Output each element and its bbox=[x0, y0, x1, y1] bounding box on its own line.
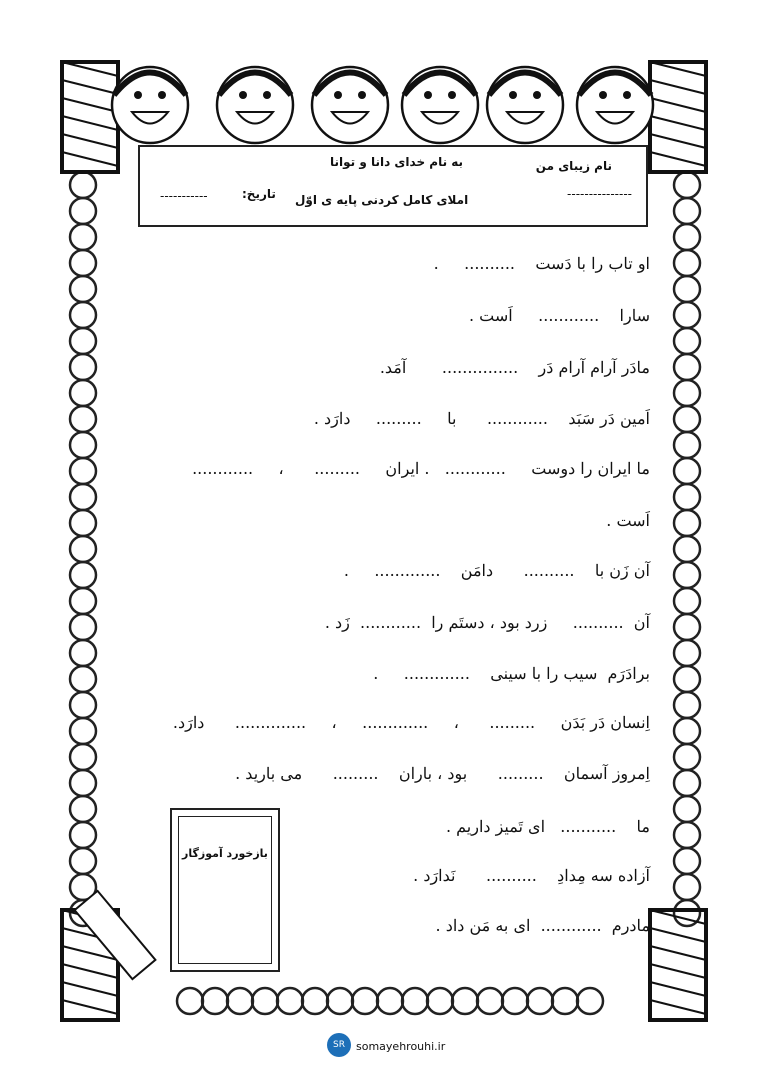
dictation-line[interactable]: اِنسان دَر بَدَن ......... ، ............. ، .............. دارَد. bbox=[172, 713, 650, 732]
border-ring bbox=[70, 302, 96, 328]
dictation-line[interactable]: اَمین دَر سَبَد ............ با ......... دارَد . bbox=[313, 409, 650, 428]
border-ring bbox=[674, 458, 700, 484]
border-ring bbox=[674, 302, 700, 328]
border-ring bbox=[70, 354, 96, 380]
corner-hatch bbox=[650, 80, 706, 94]
border-ring bbox=[70, 484, 96, 510]
border-ring bbox=[70, 328, 96, 354]
teacher-feedback-notepad bbox=[170, 808, 280, 972]
eye bbox=[599, 91, 607, 99]
border-ring bbox=[252, 988, 278, 1014]
eye bbox=[134, 91, 142, 99]
corner-hatch bbox=[62, 152, 118, 166]
border-ring bbox=[70, 770, 96, 796]
border-ring bbox=[302, 988, 328, 1014]
notepad-title: بازخورد آموزگار bbox=[182, 847, 268, 860]
corner-hatch bbox=[62, 1000, 118, 1014]
date-label: تاریخ: bbox=[242, 187, 276, 201]
corner-hatch bbox=[62, 982, 118, 996]
dictation-line[interactable]: اَست . bbox=[606, 511, 650, 530]
border-ring bbox=[70, 718, 96, 744]
eye bbox=[448, 91, 456, 99]
border-ring bbox=[177, 988, 203, 1014]
dictation-line[interactable]: برادَرَم سیب را با سینی ............. . bbox=[373, 664, 650, 683]
corner-hatch bbox=[650, 1000, 706, 1014]
border-ring bbox=[70, 744, 96, 770]
child-face bbox=[487, 67, 563, 143]
eye bbox=[239, 91, 247, 99]
border-ring bbox=[674, 562, 700, 588]
border-ring bbox=[352, 988, 378, 1014]
border-ring bbox=[674, 198, 700, 224]
border-ring bbox=[674, 718, 700, 744]
border-ring bbox=[70, 224, 96, 250]
border-ring bbox=[327, 988, 353, 1014]
dictation-line[interactable]: اِمروز آسمان ......... بود ، باران ......... می بارید . bbox=[235, 764, 650, 783]
border-ring bbox=[674, 224, 700, 250]
border-ring bbox=[674, 770, 700, 796]
name-blank[interactable]: --------------- bbox=[567, 187, 632, 201]
corner-block bbox=[650, 62, 706, 172]
child-face bbox=[402, 67, 478, 143]
corner-block bbox=[62, 62, 118, 172]
child-face bbox=[312, 67, 388, 143]
border-ring bbox=[674, 172, 700, 198]
border-ring bbox=[674, 588, 700, 614]
bismillah-heading: به نام خدای دانا و توانا bbox=[330, 155, 464, 169]
border-ring bbox=[70, 380, 96, 406]
border-ring bbox=[674, 666, 700, 692]
border-ring bbox=[452, 988, 478, 1014]
worksheet-title: املای کامل کردنی پایه ی اوّل bbox=[295, 193, 469, 207]
header-banner bbox=[138, 145, 648, 227]
border-ring bbox=[70, 640, 96, 666]
name-label: نام زیبای من bbox=[535, 159, 612, 173]
dictation-line[interactable]: آن .......... زرد بود ، دستَم را ............ زَد . bbox=[324, 613, 650, 632]
border-ring bbox=[674, 874, 700, 900]
border-ring bbox=[427, 988, 453, 1014]
border-ring bbox=[70, 796, 96, 822]
corner-hatch bbox=[62, 80, 118, 94]
corner-hatch bbox=[650, 134, 706, 148]
child-face bbox=[217, 67, 293, 143]
border-ring bbox=[674, 640, 700, 666]
corner-hatch bbox=[650, 152, 706, 166]
border-ring bbox=[70, 822, 96, 848]
eye bbox=[358, 91, 366, 99]
eye bbox=[533, 91, 541, 99]
eye bbox=[158, 91, 166, 99]
corner-hatch bbox=[62, 62, 118, 76]
dictation-line[interactable]: ما ایران را دوست ............ . ایران ......... ، ............ bbox=[192, 459, 650, 478]
border-ring bbox=[70, 276, 96, 302]
border-ring bbox=[70, 198, 96, 224]
border-ring bbox=[674, 536, 700, 562]
border-ring bbox=[674, 354, 700, 380]
site-logo: SR bbox=[327, 1033, 351, 1057]
border-ring bbox=[70, 614, 96, 640]
border-ring bbox=[70, 536, 96, 562]
border-ring bbox=[227, 988, 253, 1014]
border-ring bbox=[674, 406, 700, 432]
border-ring bbox=[674, 484, 700, 510]
border-ring bbox=[70, 458, 96, 484]
border-ring bbox=[674, 380, 700, 406]
corner-hatch bbox=[650, 116, 706, 130]
border-ring bbox=[674, 744, 700, 770]
border-ring bbox=[674, 692, 700, 718]
border-ring bbox=[674, 276, 700, 302]
corner-hatch bbox=[650, 982, 706, 996]
corner-hatch bbox=[650, 98, 706, 112]
eye bbox=[263, 91, 271, 99]
border-ring bbox=[70, 692, 96, 718]
corner-hatch bbox=[62, 964, 118, 978]
border-ring bbox=[674, 510, 700, 536]
border-ring bbox=[502, 988, 528, 1014]
border-ring bbox=[674, 250, 700, 276]
border-ring bbox=[674, 328, 700, 354]
border-ring bbox=[674, 848, 700, 874]
border-ring bbox=[402, 988, 428, 1014]
dictation-line[interactable]: آن زَن با .......... دامَن ............. . bbox=[343, 561, 650, 580]
child-face bbox=[112, 67, 188, 143]
corner-hatch bbox=[650, 62, 706, 76]
dictation-line[interactable]: مادرم ............ ای به مَن داد . bbox=[435, 916, 650, 935]
corner-hatch bbox=[650, 964, 706, 978]
date-blank[interactable]: ----------- bbox=[160, 189, 208, 203]
border-ring bbox=[477, 988, 503, 1014]
border-ring bbox=[70, 666, 96, 692]
border-ring bbox=[70, 588, 96, 614]
border-ring bbox=[70, 848, 96, 874]
corner-hatch bbox=[650, 946, 706, 960]
dictation-line[interactable]: ما ........... ای تَمیز داریم . bbox=[445, 817, 650, 836]
dictation-line[interactable]: او تاب را با دَست .......... . bbox=[433, 254, 650, 273]
border-ring bbox=[70, 510, 96, 536]
dictation-line[interactable]: آزاده سه مِدادِ .......... نَدارَد . bbox=[413, 866, 650, 885]
border-ring bbox=[674, 796, 700, 822]
border-ring bbox=[674, 614, 700, 640]
dictation-line[interactable]: مادَر آرام آرام دَر ............... آمَد. bbox=[379, 358, 650, 377]
border-ring bbox=[202, 988, 228, 1014]
border-ring bbox=[674, 432, 700, 458]
child-face bbox=[577, 67, 653, 143]
border-ring bbox=[527, 988, 553, 1014]
border-ring bbox=[377, 988, 403, 1014]
corner-block bbox=[650, 910, 706, 1020]
border-ring bbox=[552, 988, 578, 1014]
border-ring bbox=[70, 250, 96, 276]
border-ring bbox=[70, 562, 96, 588]
corner-hatch bbox=[62, 116, 118, 130]
eye bbox=[509, 91, 517, 99]
corner-hatch bbox=[62, 98, 118, 112]
border-ring bbox=[277, 988, 303, 1014]
border-ring bbox=[577, 988, 603, 1014]
eye bbox=[334, 91, 342, 99]
border-ring bbox=[70, 172, 96, 198]
eye bbox=[623, 91, 631, 99]
border-ring bbox=[70, 406, 96, 432]
corner-hatch bbox=[650, 928, 706, 942]
eye bbox=[424, 91, 432, 99]
site-url: somayehrouhi.ir bbox=[356, 1040, 446, 1053]
border-ring bbox=[674, 822, 700, 848]
corner-hatch bbox=[62, 134, 118, 148]
dictation-line[interactable]: سارا ............ اَست . bbox=[469, 306, 650, 325]
border-ring bbox=[70, 432, 96, 458]
